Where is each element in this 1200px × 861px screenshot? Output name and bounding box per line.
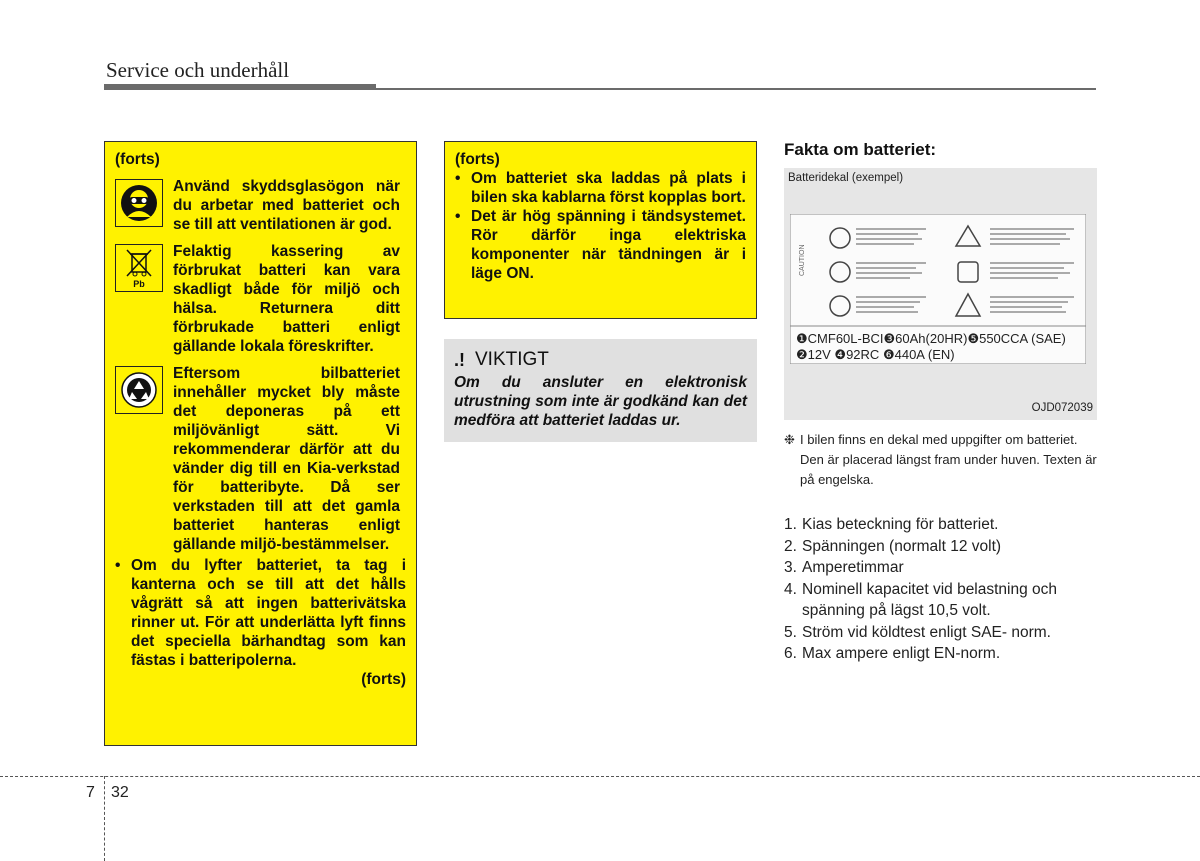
notice-heading	[454, 349, 747, 371]
crossed-bin-icon	[115, 244, 163, 292]
exclamation-icon: .!	[454, 349, 465, 370]
forts-label-bottom: (forts)	[361, 671, 406, 688]
warning-item-recycle	[115, 364, 406, 554]
notice-box	[444, 339, 757, 442]
list-item: 6. Max ampere enligt EN-norm.	[784, 645, 1001, 662]
goggles-icon	[115, 179, 163, 227]
header-rule-thin	[376, 88, 1096, 90]
warning-item-goggles	[115, 177, 406, 234]
forts-label: (forts)	[115, 151, 160, 168]
bullet-text-lift: Om du lyfter batteriet, ta tag i kanterna och se till att det hålls vågrätt så att ingen batterivätska rinner ut. För att underlätta lyft finns det speciella bärhandtag som kan fästas i batteripolerna.	[131, 557, 406, 669]
bullet-item: • Det är hög spänning i tändsystemet. Rör därför inga elektriska komponenter när tändningen är i läge ON.	[455, 208, 746, 282]
warning-box-left	[104, 141, 417, 746]
label-ah: 60Ah(20HR)	[895, 331, 968, 346]
label-rc: 92RC	[846, 347, 880, 362]
numbered-list	[784, 514, 1100, 665]
label-cca: 550CCA	[979, 331, 1028, 346]
warning-bullet-lift: • Om du lyfter batteriet, ta tag i kanterna och se till att det hålls vågrätt så att ingen batterivätska rinner ut. För att underlätta lyft finns det speciella bärhandtag som kan fästas i batteripolerna.	[115, 557, 406, 669]
pb-icon-label: Pb	[133, 278, 145, 289]
battery-label-figure	[784, 168, 1097, 420]
label-sae: (SAE)	[1031, 331, 1066, 346]
chapter-number: 7	[86, 784, 95, 801]
forts-label: (forts)	[455, 151, 500, 168]
list-item: 1. Kias beteckning för batteriet.	[784, 516, 999, 533]
warning-text-recycle: Eftersom bilbatteriet innehåller mycket bly måste det deponeras på ett miljövänligt sätt. Vi rekommenderar därför att du vänder dig till en Kia-verkstad för batteribyte. Då ser verkstaden till att det gamla batteriet hanteras enligt gällande miljö-bestämmelser.	[173, 365, 400, 553]
warning-item-disposal	[115, 242, 406, 356]
svg-text:CAUTION: CAUTION	[799, 244, 806, 276]
warning-text-goggles: Använd skyddsglasögon när du arbetar med batteriet och se till att ventilationen är god.	[173, 178, 400, 233]
list-item: 5. Ström vid köldtest enligt SAE- norm.	[784, 623, 1051, 641]
warning-text-disposal: Felaktig kassering av förbrukat batteri kan vara skadligt både för miljö och hälsa. Returnera ditt förbrukade batteri enligt gällande lokala föreskrifter.	[173, 243, 400, 355]
svg-text:❷12V ❹92RC ❻440A (: ❷12V ❹92RC ❻440A (EN)	[796, 347, 955, 362]
warning-box-middle	[444, 141, 757, 319]
bullet-text: Det är hög spänning i tändsystemet. Rör därför inga elektriska komponenter när tändningen är i läge ON.	[471, 208, 746, 282]
bullet-text: Om batteriet ska laddas på plats i bilen ska kablarna först kopplas bort.	[471, 170, 746, 206]
recycle-icon	[115, 366, 163, 414]
note-symbol: ❉	[784, 432, 795, 447]
footer-divider	[0, 776, 1200, 777]
section-title: Fakta om batteriet:	[784, 140, 937, 159]
label-code: CMF60L-BCI	[807, 331, 884, 346]
decal-note	[784, 430, 1100, 490]
page-number: 32	[111, 784, 129, 801]
notice-body: Om du ansluter en elektronisk utrustning som inte är godkänd kan det medföra att batteriet laddas ur.	[454, 374, 747, 429]
page-header-title: Service och underhåll	[106, 58, 290, 82]
label-voltage: 12V	[807, 347, 831, 362]
label-amp: 440A	[894, 347, 925, 362]
label-en: (EN)	[927, 347, 955, 362]
list-item: 3. Amperetimmar	[784, 559, 904, 576]
list-item: 4. Nominell kapacitet vid belastning och spänning på lägst 10,5 volt.	[784, 580, 1058, 619]
svg-text:❶CMF60L-BCI❸60Ah(20HR)❺550CCA: ❶CMF60L-BCI❸60Ah(20HR)❺550CCA (SAE)	[796, 331, 1066, 346]
notice-title: VIKTIGT	[475, 349, 549, 370]
footer-vertical-divider	[104, 776, 105, 861]
figure-caption: Batteridekal (exempel)	[788, 172, 904, 184]
figure-code: OJD072039	[1031, 402, 1093, 414]
header-rule-thick	[104, 84, 376, 90]
list-item: 2. Spänningen (normalt 12 volt)	[784, 537, 1002, 555]
note-text: I bilen finns en dekal med uppgifter om batteriet. Den är placerad längst fram under huven. Texten är på engelska.	[800, 432, 1097, 487]
bullet-item: • Om batteriet ska laddas på plats i bilen ska kablarna först kopplas bort.	[455, 170, 746, 206]
battery-decal-image	[790, 214, 1086, 364]
